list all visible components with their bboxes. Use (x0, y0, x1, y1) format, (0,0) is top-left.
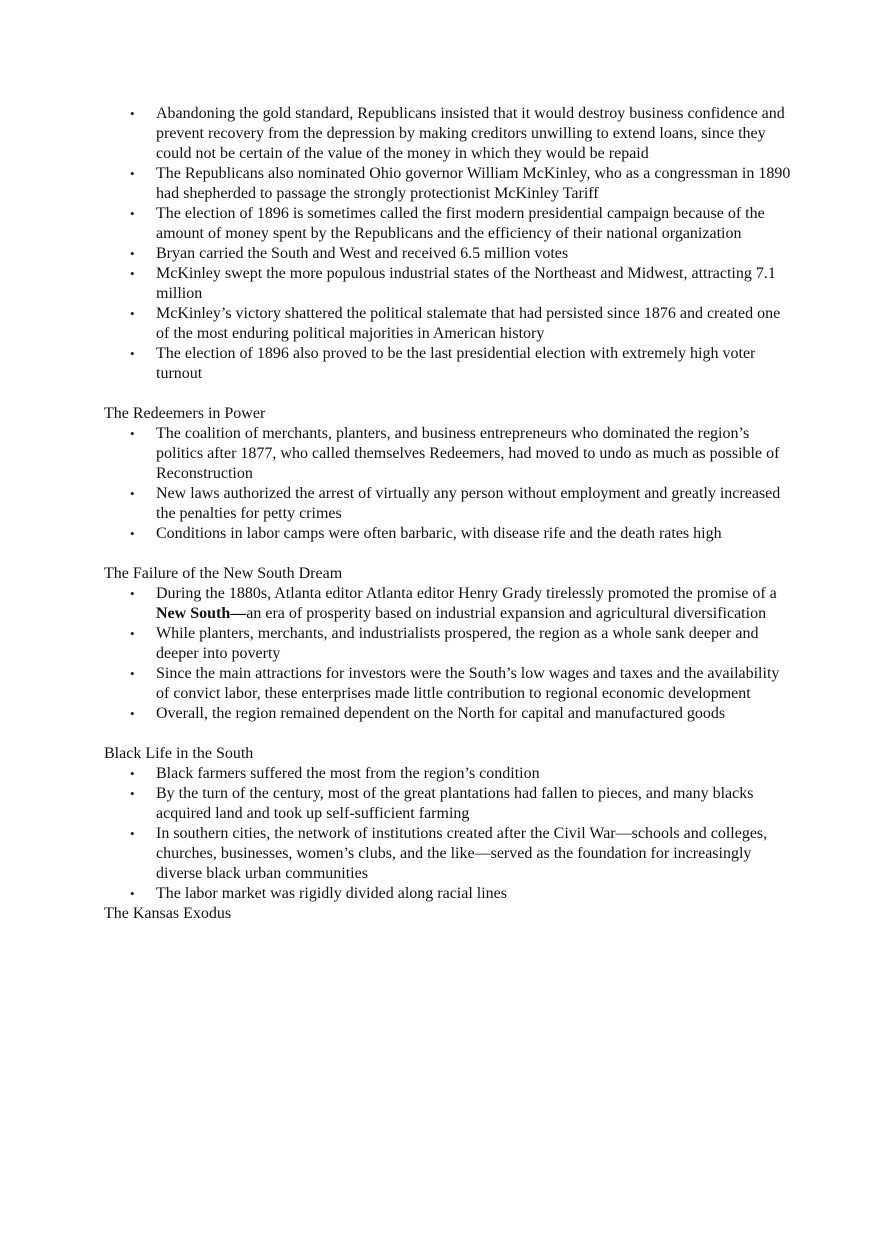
bullet-icon: • (130, 106, 135, 121)
list-item (104, 204, 794, 244)
list-item (104, 784, 794, 824)
bullet-icon: • (130, 826, 135, 841)
bullet-list (104, 424, 794, 544)
list-item-text-before: During the 1880s, Atlanta editor Atlanta editor Henry Grady tirelessly promoted the promise of a (156, 585, 777, 602)
list-item (104, 524, 794, 544)
list-item-text: New laws authorized the arrest of virtually any person without employment and greatly increased the penalties for petty crimes (156, 485, 781, 522)
list-item-text: The Republicans also nominated Ohio governor William McKinley, who as a congressman in 1890 had shepherded to passage the strongly protectionist McKinley Tariff (156, 165, 791, 202)
bullet-icon: • (130, 246, 135, 261)
list-item (104, 244, 794, 264)
section-heading: Black Life in the South (104, 745, 254, 762)
list-item (104, 344, 794, 384)
section-heading: The Failure of the New South Dream (104, 565, 343, 582)
bullet-icon: • (130, 706, 135, 721)
document-page (104, 104, 794, 924)
list-item (104, 584, 794, 624)
list-item-text-after: an era of prosperity based on industrial expansion and agricultural diversification (246, 605, 767, 622)
list-item-text: McKinley’s victory shattered the political stalemate that had persisted since 1876 and created one of the most enduring political majorities in American history (156, 305, 781, 342)
list-item (104, 304, 794, 344)
list-item (104, 824, 794, 884)
list-item-text: By the turn of the century, most of the great plantations had fallen to pieces, and many blacks acquired land and took up self-sufficient farming (156, 785, 754, 822)
bullet-icon: • (130, 886, 135, 901)
list-item (104, 264, 794, 304)
bullet-icon: • (130, 426, 135, 441)
list-item-text: The election of 1896 also proved to be the last presidential election with extremely high voter turnout (156, 345, 756, 382)
section-1896-election (104, 104, 794, 384)
bullet-icon: • (130, 526, 135, 541)
list-item (104, 624, 794, 664)
bullet-icon: • (130, 766, 135, 781)
bullet-list (104, 764, 794, 904)
section-black-life (104, 744, 794, 924)
list-item (104, 664, 794, 704)
list-item (104, 764, 794, 784)
section-heading-kansas-exodus: The Kansas Exodus (104, 905, 232, 922)
bullet-list (104, 584, 794, 724)
list-item (104, 164, 794, 204)
list-item-text: Black farmers suffered the most from the region’s condition (156, 765, 540, 782)
new-south-term: New South— (156, 605, 247, 622)
list-item-text: Abandoning the gold standard, Republicans insisted that it would destroy business confidence and prevent recovery from the depression by making creditors unwilling to extend loans, since they could not be certain of the value of the money in which they would be repaid (156, 105, 785, 162)
list-item (104, 424, 794, 484)
bullet-list (104, 104, 794, 384)
bullet-icon: • (130, 666, 135, 681)
list-item-text: While planters, merchants, and industrialists prospered, the region as a whole sank deeper and deeper into poverty (156, 625, 759, 662)
bullet-icon: • (130, 626, 135, 641)
list-item-text: Conditions in labor camps were often barbaric, with disease rife and the death rates high (156, 525, 722, 542)
list-item-text: Since the main attractions for investors were the South’s low wages and taxes and the availability of convict labor, these enterprises made little contribution to regional economic development (156, 665, 780, 702)
list-item-text: McKinley swept the more populous industrial states of the Northeast and Midwest, attracting 7.1 million (156, 265, 776, 302)
list-item-text: Overall, the region remained dependent on the North for capital and manufactured goods (156, 705, 726, 722)
list-item (104, 704, 794, 724)
bullet-icon: • (130, 486, 135, 501)
bullet-icon: • (130, 346, 135, 361)
section-heading: The Redeemers in Power (104, 405, 266, 422)
list-item-text: The labor market was rigidly divided along racial lines (156, 885, 507, 902)
bullet-icon: • (130, 166, 135, 181)
list-item (104, 104, 794, 164)
bullet-icon: • (130, 266, 135, 281)
bullet-icon: • (130, 206, 135, 221)
bullet-icon: • (130, 586, 135, 601)
bullet-icon: • (130, 306, 135, 321)
bullet-icon: • (130, 786, 135, 801)
list-item-text: The election of 1896 is sometimes called the first modern presidential campaign because of the amount of money spent by the Republicans and the efficiency of their national organization (156, 205, 765, 242)
section-redeemers (104, 404, 794, 544)
list-item (104, 884, 794, 904)
list-item-text: In southern cities, the network of institutions created after the Civil War—schools and colleges, churches, businesses, women’s clubs, and the like—served as the foundation for increasingly diverse black urban communities (156, 825, 768, 882)
list-item-text: Bryan carried the South and West and received 6.5 million votes (156, 245, 569, 262)
section-new-south (104, 564, 794, 724)
list-item-text: The coalition of merchants, planters, and business entrepreneurs who dominated the region’s politics after 1877, who called themselves Redeemers, had moved to undo as much as possible of Reconstruction (156, 425, 780, 482)
list-item (104, 484, 794, 524)
